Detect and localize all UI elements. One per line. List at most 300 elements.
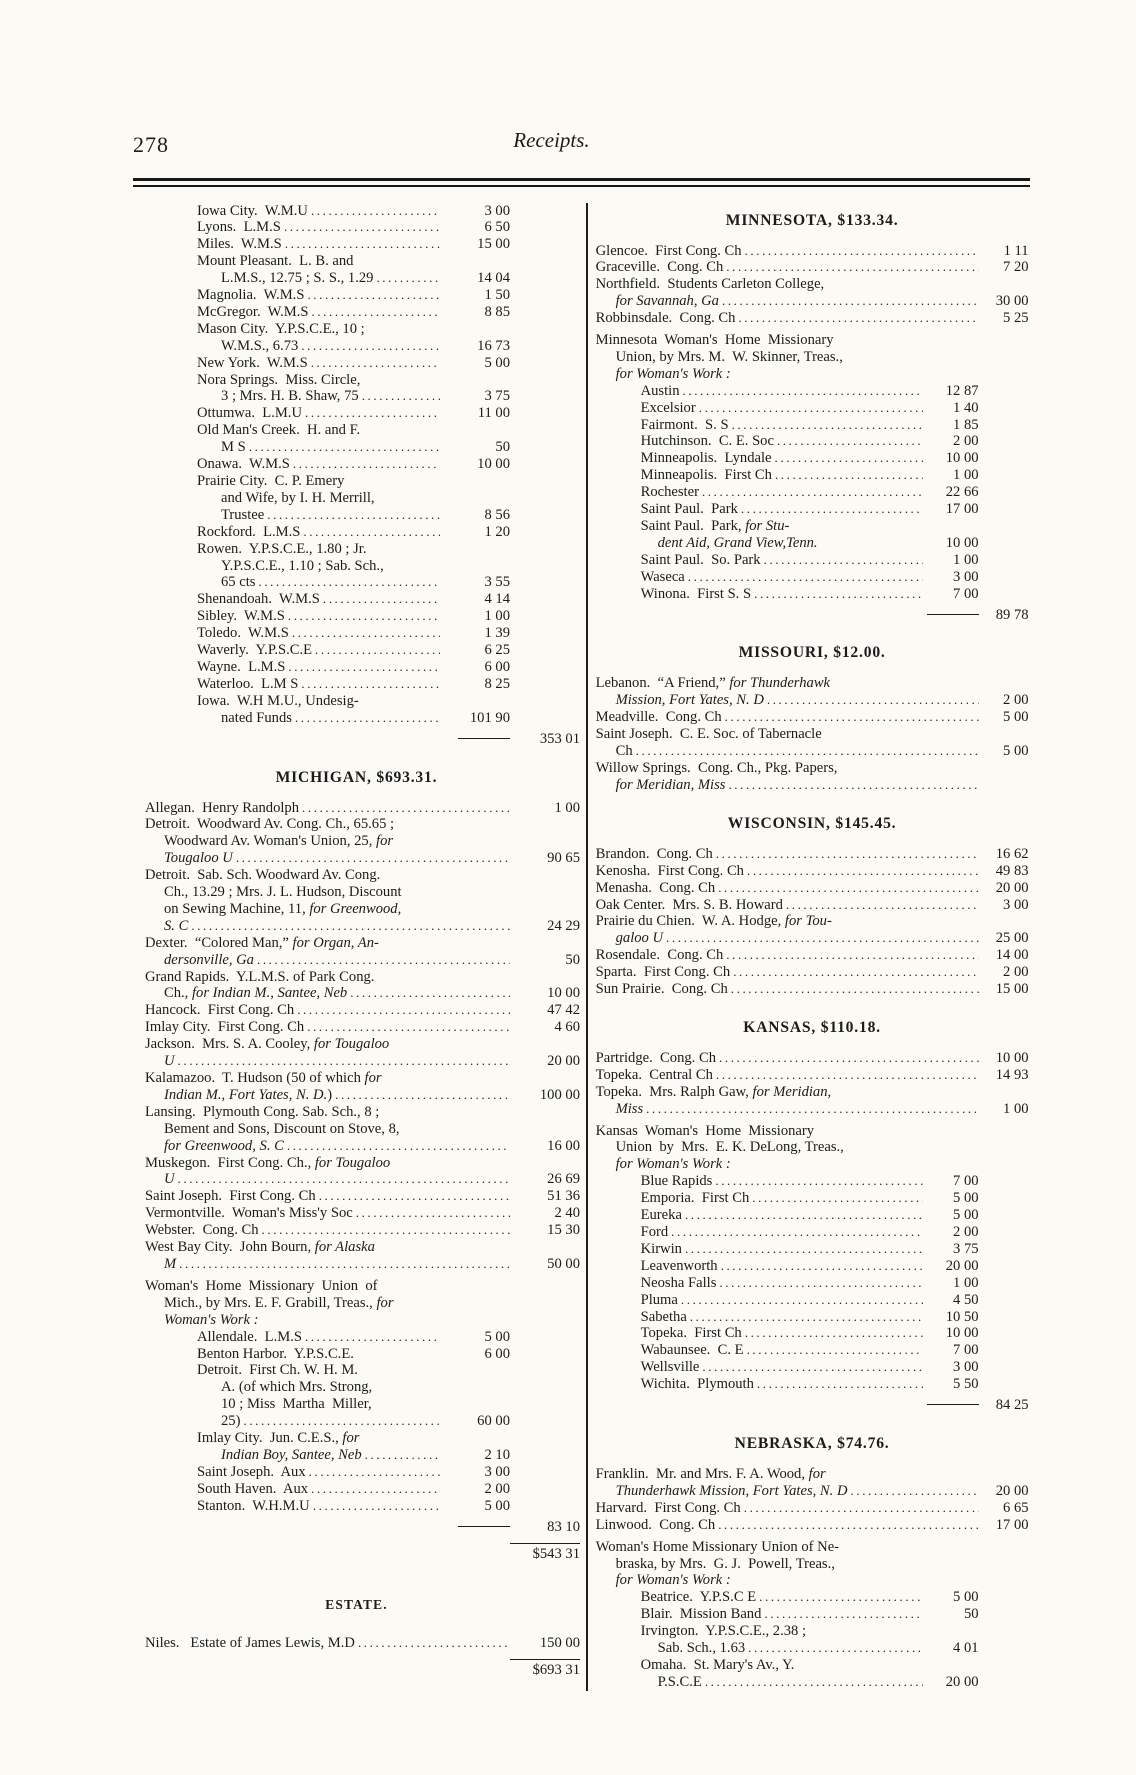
amount-inner: 12 87 <box>945 382 979 399</box>
entry-text: M S <box>221 439 246 456</box>
entry-text: Glencoe. First Cong. Ch <box>595 242 742 259</box>
receipt-entry <box>596 1517 1029 1534</box>
dot-leader <box>756 1589 922 1606</box>
receipt-entry <box>596 243 1029 260</box>
entry-amount-line <box>133 439 580 456</box>
entry-amount-line <box>596 1674 1029 1691</box>
receipt-entry <box>596 1500 1029 1517</box>
receipt-entry <box>596 1190 1029 1207</box>
entry-amount-line <box>596 1640 1029 1657</box>
amount-inner: 20 00 <box>945 1673 979 1690</box>
amount-inner: 4 01 <box>953 1640 979 1657</box>
entry-line: Prairie City. C. P. Emery <box>197 473 345 489</box>
dot-leader <box>712 1173 922 1190</box>
receipt-entry <box>596 709 1029 726</box>
dot-leader <box>175 1171 510 1188</box>
amount-inner: 5 00 <box>953 1190 979 1207</box>
dot-leader <box>306 1464 440 1481</box>
entry-line: Minnesota Woman's Home Missionary <box>595 332 834 349</box>
entry-text <box>164 850 233 867</box>
section-total-row <box>133 1519 580 1536</box>
entry-text: Ch <box>615 743 633 760</box>
entry-line: Grand Rapids. Y.L.M.S. of Park Cong. <box>145 968 375 985</box>
entry-amount-line <box>596 243 1029 260</box>
entry-amount-line <box>133 574 580 591</box>
amount-outer: 4 60 <box>554 1019 580 1036</box>
receipt-entry <box>596 1207 1029 1224</box>
amount-inner: 1 00 <box>953 467 979 484</box>
dot-leader <box>285 608 440 625</box>
italic-designation: for Savannah, Ga <box>615 293 719 310</box>
entry-text: Meadville. Cong. Ch <box>595 709 722 726</box>
entry-text: Minneapolis. First Ch <box>640 467 772 484</box>
entry-amount-line <box>596 569 1029 586</box>
dot-leader <box>742 243 979 260</box>
receipt-entry <box>133 1188 580 1205</box>
entry-text: South Haven. Aux <box>197 1480 309 1497</box>
entry-amount-line <box>596 1589 1029 1606</box>
receipt-entry <box>133 816 580 867</box>
amount-inner: 10 00 <box>945 1325 979 1342</box>
entry-line: Nora Springs. Miss. Circle, <box>197 371 361 388</box>
dot-leader <box>259 1222 510 1239</box>
entry-amount-line <box>596 777 1029 794</box>
dot-leader <box>304 287 440 304</box>
total-amount: 353 01 <box>539 730 580 747</box>
receipt-entry <box>133 1362 580 1430</box>
section-total-row <box>133 731 580 748</box>
entry-text <box>221 1447 362 1464</box>
entry-text: Trustee <box>221 506 265 523</box>
sum-rule <box>927 614 979 615</box>
union-header-entry <box>596 1539 1029 1590</box>
receipt-entry <box>596 552 1029 569</box>
section-heading: ESTATE. <box>325 1597 388 1613</box>
receipt-entry <box>133 219 580 236</box>
dot-leader <box>761 552 923 569</box>
receipt-entry <box>596 467 1029 484</box>
entry-text: Blair. Mission Band <box>640 1606 762 1623</box>
dot-leader <box>316 1188 510 1205</box>
dot-leader <box>772 467 923 484</box>
entry-amount-line <box>133 1481 580 1498</box>
receipt-entry <box>133 372 580 406</box>
entry-line: Irvington. Y.P.S.C.E., 2.38 ; <box>640 1623 807 1640</box>
dot-leader <box>774 433 923 450</box>
dot-leader <box>715 880 978 897</box>
entry-text <box>658 535 818 552</box>
dot-leader <box>302 1329 440 1346</box>
receipt-entry <box>133 236 580 253</box>
receipt-entry <box>596 1309 1029 1326</box>
amount-outer: 16 62 <box>995 845 1029 862</box>
dot-leader <box>233 850 510 867</box>
dot-leader <box>290 456 440 473</box>
entry-amount-line <box>133 405 580 422</box>
dot-leader <box>292 710 440 727</box>
total-amount: $543 31 <box>510 1543 580 1563</box>
entry-line: Saint Joseph. C. E. Soc. of Tabernacle <box>595 726 822 743</box>
receipt-entry <box>596 1376 1029 1393</box>
entry-text <box>616 777 726 794</box>
section-heading: KANSAS, $110.18. <box>743 1018 881 1036</box>
entry-line: Detroit. Sab. Sch. Woodward Av. Cong. <box>145 867 381 884</box>
receipt-entry <box>133 321 580 355</box>
amount-outer: 1 00 <box>1003 1100 1029 1117</box>
dot-leader <box>725 777 978 794</box>
page-number: 278 <box>133 132 169 157</box>
entry-text: Emporia. First Ch <box>640 1190 750 1207</box>
amount-inner: 7 00 <box>953 585 979 602</box>
amount-outer: 16 00 <box>547 1137 580 1154</box>
receipt-entry <box>133 1635 580 1652</box>
entry-amount-line <box>133 1053 580 1070</box>
dot-leader <box>294 1002 510 1019</box>
entry-text: Rockford. L.M.S <box>197 523 301 540</box>
amount-inner: 5 50 <box>953 1376 979 1393</box>
italic-designation: for <box>808 1465 826 1482</box>
receipt-entry <box>596 450 1029 467</box>
receipt-entry <box>133 1036 580 1070</box>
entry-text: Kirwin <box>640 1240 682 1257</box>
entry-amount-line <box>133 1635 580 1652</box>
receipt-entry <box>133 642 580 659</box>
receipt-entry <box>596 1623 1029 1657</box>
amount-inner: 2 00 <box>484 1480 510 1497</box>
amount-outer: 20 00 <box>547 1053 580 1070</box>
receipt-entry <box>596 1241 1029 1258</box>
entry-text: Minneapolis. Lyndale <box>640 450 772 467</box>
entry-line: Dexter. “Colored Man,” for Organ, An- <box>145 934 379 951</box>
dot-leader <box>643 1101 978 1118</box>
receipt-entry <box>596 569 1029 586</box>
entry-line: Union, by Mrs. M. W. Skinner, Treas., <box>615 348 843 365</box>
italic-designation: for Woman's Work : <box>615 365 731 382</box>
amount-inner: 22 66 <box>945 484 979 501</box>
amount-outer: 1 11 <box>1003 242 1029 259</box>
entry-amount-line <box>596 1292 1029 1309</box>
dot-leader <box>764 692 979 709</box>
entry-amount-line <box>596 1359 1029 1376</box>
entry-line: Lansing. Plymouth Cong. Sab. Sch., 8 ; <box>145 1103 380 1120</box>
dot-leader <box>719 293 979 310</box>
receipt-entry <box>133 1481 580 1498</box>
entry-text: Graceville. Cong. Ch <box>595 259 724 276</box>
section-total-row <box>133 1659 580 1679</box>
amount-outer: 51 36 <box>547 1188 580 1205</box>
entry-text: Waseca <box>640 568 685 585</box>
italic-designation: for Woman's Work : <box>615 1572 731 1589</box>
italic-designation: M <box>164 1255 177 1272</box>
entry-amount-line <box>596 880 1029 897</box>
entry-text: Toledo. W.M.S <box>197 625 289 642</box>
entry-line: Mount Pleasant. L. B. and <box>197 253 354 270</box>
amount-outer: 50 00 <box>547 1255 580 1272</box>
receipt-entry <box>596 880 1029 897</box>
entry-text: 3 ; Mrs. H. B. Shaw, 75 <box>221 388 359 405</box>
italic-designation: for Woman's Work : <box>615 1156 731 1173</box>
amount-inner: 1 20 <box>484 523 510 540</box>
section-heading: MICHIGAN, $693.31. <box>275 768 438 786</box>
entry-line: Northfield. Students Carleton College, <box>595 276 825 293</box>
entry-amount-line <box>133 507 580 524</box>
receipt-entry <box>133 591 580 608</box>
entry-text: Waterloo. L.M S <box>197 675 299 692</box>
receipt-entry <box>133 659 580 676</box>
dot-leader <box>682 1241 923 1258</box>
entry-line: Willow Springs. Cong. Ch., Pkg. Papers, <box>595 759 838 776</box>
entry-amount-line <box>596 1325 1029 1342</box>
dot-leader <box>730 964 978 981</box>
page-header <box>133 128 1030 164</box>
entry-amount-line <box>133 1205 580 1222</box>
dot-leader <box>332 1087 510 1104</box>
entry-amount-line <box>596 981 1029 998</box>
amount-inner: 6 25 <box>484 642 510 659</box>
entry-amount-line <box>133 591 580 608</box>
entry-amount-line <box>596 897 1029 914</box>
entry-amount-line <box>596 1309 1029 1326</box>
entry-text: nated Funds <box>221 709 292 726</box>
dot-leader <box>735 310 978 327</box>
entry-text <box>616 692 764 709</box>
receipt-entry <box>133 405 580 422</box>
dot-leader <box>175 1053 510 1070</box>
dot-leader <box>680 383 923 400</box>
receipt-entry <box>596 383 1029 400</box>
italic-designation: for <box>364 1070 382 1086</box>
receipt-entry <box>596 1292 1029 1309</box>
receipt-entry <box>596 675 1029 709</box>
italic-designation: S. C <box>164 917 189 934</box>
amount-inner: 50 <box>495 439 510 456</box>
dot-leader <box>718 1258 923 1275</box>
receipt-entry <box>133 1019 580 1036</box>
dot-leader <box>749 1190 922 1207</box>
amount-outer: 15 30 <box>547 1222 580 1239</box>
receipt-entry <box>596 417 1029 434</box>
amount-inner: 60 00 <box>477 1413 510 1430</box>
entry-amount-line <box>596 1101 1029 1118</box>
amount-inner: 1 40 <box>953 399 979 416</box>
italic-designation: for Tougaloo <box>314 1154 391 1171</box>
amount-outer: 3 00 <box>1003 896 1029 913</box>
dot-leader <box>702 1674 923 1691</box>
dot-leader <box>308 355 440 372</box>
entry-amount-line <box>596 552 1029 569</box>
entry-text: Blue Rapids <box>640 1173 713 1190</box>
entry-line: Lebanon. “A Friend,” for Thunderhawk <box>595 675 831 692</box>
italic-designation: for Alaska <box>314 1239 375 1256</box>
entry-amount-line <box>133 456 580 473</box>
dot-leader <box>741 1500 979 1517</box>
dot-leader <box>176 1256 510 1273</box>
entry-text: Niles. Estate of James Lewis, M.D <box>145 1635 355 1652</box>
dot-leader <box>699 1359 922 1376</box>
entry-line: Mason City. Y.P.S.C.E., 10 ; <box>197 320 365 337</box>
amount-inner: 2 00 <box>953 1224 979 1240</box>
amount-inner: 5 00 <box>484 354 510 371</box>
total-amount: 83 10 <box>547 1518 580 1535</box>
italic-designation: for Tou- <box>784 913 832 930</box>
italic-designation: for Thunderhawk <box>729 675 831 692</box>
dot-leader <box>298 676 440 693</box>
dot-leader <box>685 569 923 586</box>
entry-amount-line <box>133 952 580 969</box>
entry-text: Magnolia. W.M.S <box>197 287 305 304</box>
entry-line: Ch., 13.29 ; Mrs. J. L. Hudson, Discount <box>164 884 402 901</box>
entry-amount-line <box>596 964 1029 981</box>
entry-line: and Wife, by I. H. Merrill, <box>221 489 375 506</box>
entry-amount-line <box>133 287 580 304</box>
entry-text: Iowa City. W.M.U <box>197 202 308 219</box>
total-amount: $693 31 <box>510 1659 580 1679</box>
entry-line: Prairie du Chien. W. A. Hodge, for Tou- <box>595 913 832 930</box>
dot-leader <box>308 203 440 220</box>
entry-text: Saint Joseph. Aux <box>197 1463 306 1480</box>
receipt-entry <box>133 1155 580 1189</box>
entry-text: Wayne. L.M.S <box>197 658 286 675</box>
italic-designation: for <box>376 833 394 850</box>
dot-leader <box>308 304 440 321</box>
entry-line <box>596 1572 1029 1589</box>
amount-outer: 7 20 <box>1003 259 1029 276</box>
receipt-entry <box>133 422 580 456</box>
amount-outer: 5 00 <box>1003 709 1029 726</box>
union-header-entry <box>596 1123 1029 1174</box>
entry-line: Imlay City. Jun. C.E.S., for <box>197 1430 360 1447</box>
receipt-entry <box>133 1464 580 1481</box>
receipt-entry <box>596 1173 1029 1190</box>
receipt-entry <box>133 935 580 969</box>
dot-leader <box>687 1309 923 1326</box>
receipt-entry <box>133 287 580 304</box>
entry-amount-line <box>133 1087 580 1104</box>
italic-designation: Indian M., Fort Yates, N. D. <box>164 1086 328 1103</box>
union-header-entry <box>596 332 1029 383</box>
dot-leader <box>359 388 440 405</box>
entry-line: Detroit. First Ch. W. H. M. <box>197 1362 358 1379</box>
amount-inner: 1 00 <box>484 608 510 625</box>
dot-leader <box>761 1606 922 1623</box>
entry-line: Detroit. Woodward Av. Cong. Ch., 65.65 ; <box>145 816 395 833</box>
amount-inner: 4 50 <box>953 1291 979 1308</box>
amount-outer: 5 00 <box>1003 743 1029 760</box>
italic-designation: Indian Boy, Santee, Neb <box>221 1446 362 1463</box>
dot-leader <box>723 259 978 276</box>
receipt-entry <box>596 981 1029 998</box>
amount-inner: 7 00 <box>953 1173 979 1190</box>
receipt-entry <box>133 1222 580 1239</box>
amount-outer: 2 00 <box>1003 692 1029 709</box>
entry-text: Imlay City. First Cong. Ch <box>145 1019 305 1036</box>
amount-outer: 2 40 <box>554 1205 580 1222</box>
entry-text: Robbinsdale. Cong. Ch <box>595 310 736 327</box>
receipt-entry <box>596 1050 1029 1067</box>
entry-text: Sab. Sch., 1.63 <box>657 1640 746 1657</box>
sum-rule <box>458 738 510 739</box>
receipt-entry <box>596 1657 1029 1691</box>
amount-outer: 17 00 <box>995 1516 1029 1533</box>
entry-amount-line <box>596 947 1029 964</box>
dot-leader <box>362 1447 440 1464</box>
italic-designation: for Greenwood, <box>309 900 402 917</box>
entry-text: Stanton. W.H.M.U <box>197 1497 310 1514</box>
dot-leader <box>264 507 440 524</box>
dot-leader <box>188 918 510 935</box>
entry-amount-line <box>133 710 580 727</box>
italic-designation: Miss <box>615 1100 644 1117</box>
sum-rule <box>927 1404 979 1405</box>
amount-inner: 5 00 <box>484 1328 510 1345</box>
entry-amount-line <box>596 417 1029 434</box>
receipt-entry <box>133 625 580 642</box>
receipt-entry <box>596 1606 1029 1623</box>
entry-amount-line <box>596 1241 1029 1258</box>
dot-leader <box>320 591 440 608</box>
entry-text: Winona. First S. S <box>640 585 752 602</box>
receipt-entry <box>596 964 1029 981</box>
amount-outer: 1 00 <box>554 799 580 816</box>
entry-text: Sibley. W.M.S <box>197 608 285 625</box>
dot-leader <box>298 338 440 355</box>
dot-leader <box>678 1292 923 1309</box>
receipt-entry <box>596 913 1029 947</box>
italic-designation: for Tougaloo <box>313 1036 390 1053</box>
entry-text: Onawa. W.M.S <box>197 456 290 473</box>
entry-line <box>596 1156 1029 1173</box>
entry-text: Ottumwa. L.M.U <box>197 405 302 422</box>
entry-amount-line <box>596 259 1029 276</box>
amount-inner: 1 39 <box>484 625 510 642</box>
entry-amount-line <box>596 310 1029 327</box>
entry-amount-line <box>133 203 580 220</box>
entry-text: Waverly. Y.P.S.C.E <box>197 642 313 659</box>
receipt-entry <box>596 863 1029 880</box>
entry-amount-line <box>133 524 580 541</box>
amount-inner: 3 00 <box>953 568 979 585</box>
entry-line: Woman's Home Missionary Union of Ne- <box>595 1538 840 1555</box>
entry-line <box>133 1312 580 1329</box>
entry-amount-line <box>133 270 580 287</box>
right-column <box>588 203 1029 1691</box>
amount-inner: 101 90 <box>469 709 510 726</box>
entry-text: Vermontville. Woman's Miss'y Soc <box>145 1205 353 1222</box>
entry-line: Muskegon. First Cong. Ch., for Tougaloo <box>145 1154 391 1171</box>
entry-amount-line <box>133 1329 580 1346</box>
entry-text <box>164 1171 175 1188</box>
dot-leader <box>310 1498 440 1515</box>
dot-leader <box>285 659 440 676</box>
italic-designation: dersonville, Ga <box>164 951 254 968</box>
entry-text <box>164 1138 284 1155</box>
amount-inner: 11 00 <box>477 405 510 422</box>
dot-leader <box>723 947 978 964</box>
italic-designation: for Meridian, Miss <box>615 776 726 793</box>
italic-designation: Tougaloo U <box>164 850 233 867</box>
entry-amount-line <box>133 1464 580 1481</box>
receipt-entry <box>596 1258 1029 1275</box>
entry-line: Iowa. W.H M.U., Undesig- <box>197 692 359 709</box>
entry-text: Leavenworth <box>640 1257 718 1274</box>
section-total-row <box>596 1397 1029 1414</box>
entry-line: Woman's Home Missionary Union of <box>145 1277 378 1294</box>
dot-leader <box>246 439 440 456</box>
entry-amount-line <box>133 676 580 693</box>
entry-text: Wichita. Plymouth <box>640 1376 754 1393</box>
amount-outer: 15 00 <box>995 981 1029 998</box>
entry-text: Rochester <box>640 484 699 501</box>
